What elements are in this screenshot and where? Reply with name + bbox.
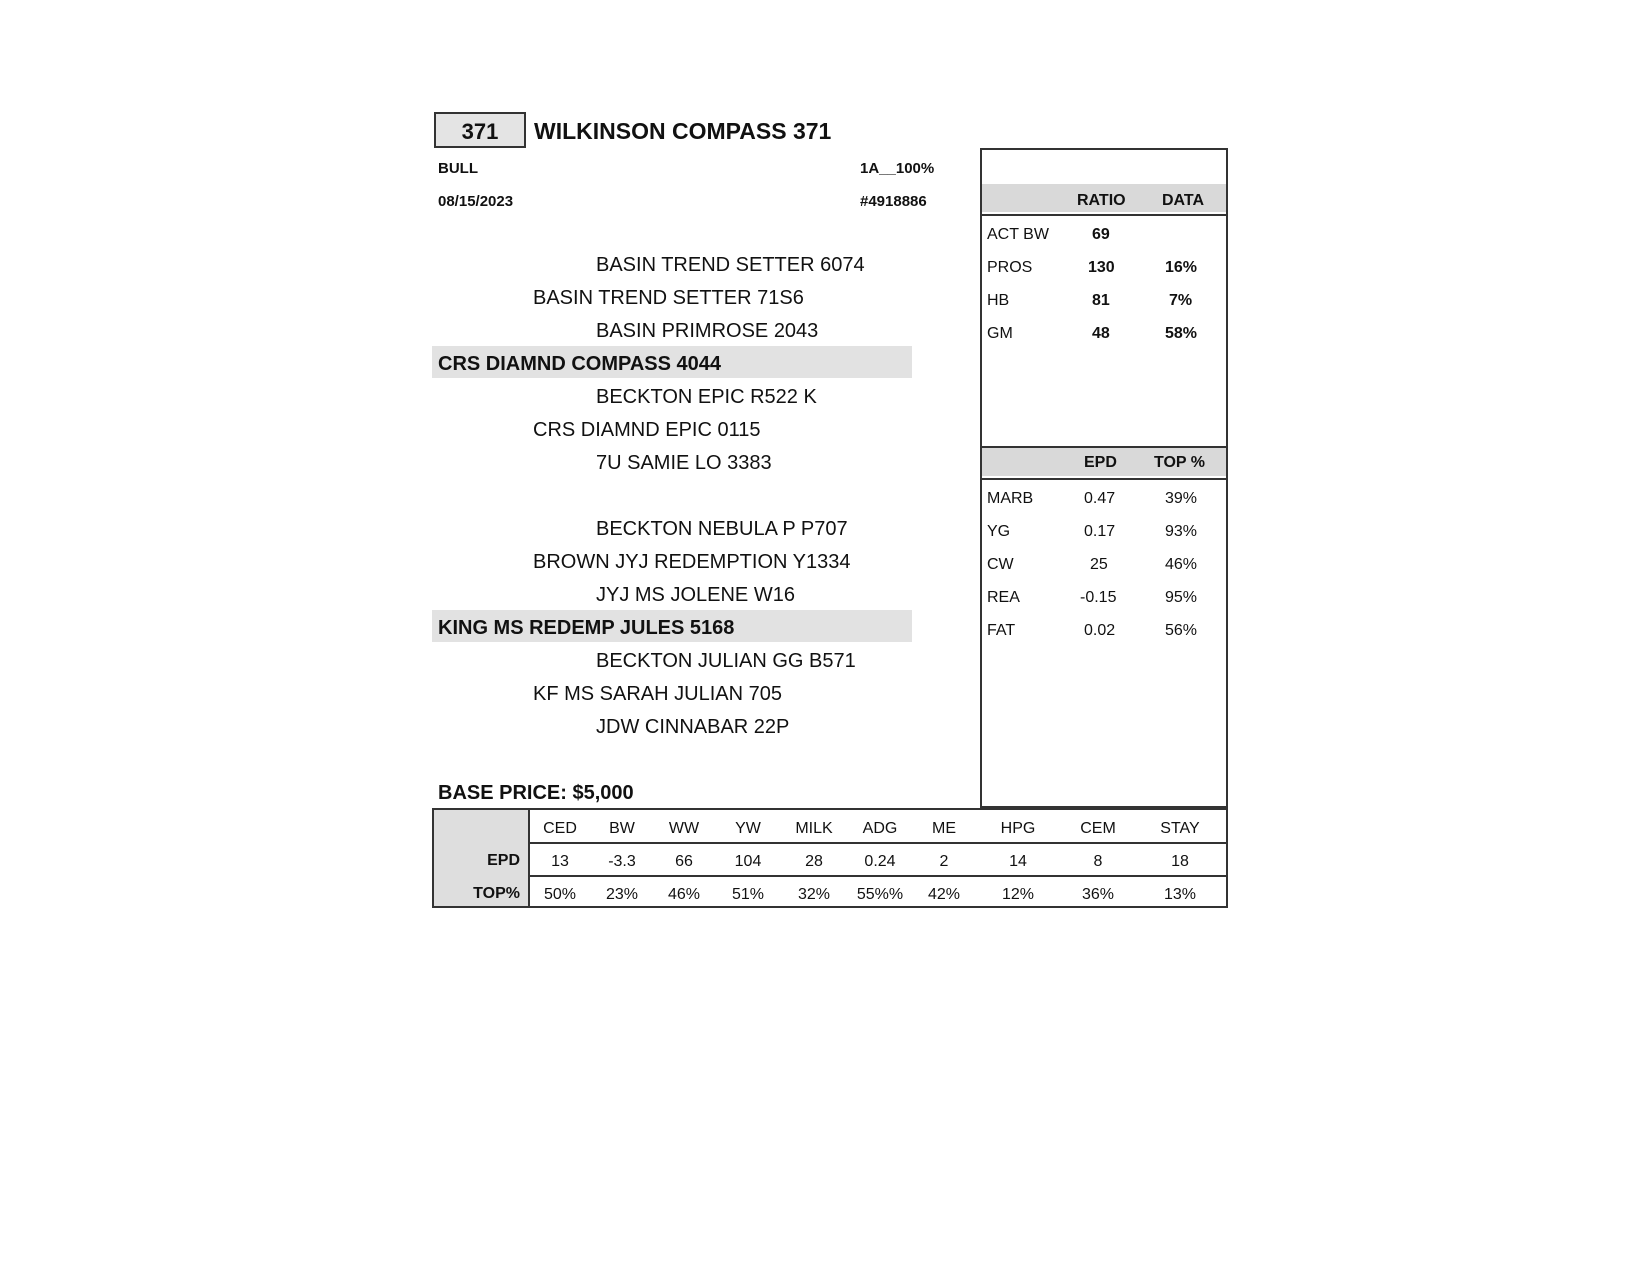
epd-stay: 18: [1171, 853, 1189, 870]
ratio-value: 81: [1092, 292, 1110, 309]
carcass-top: 46%: [1165, 556, 1198, 573]
pedigree-sdd: 7U SAMIE LO 3383: [596, 452, 772, 474]
top-cem: 36%: [1081, 886, 1115, 903]
epd-yw: 104: [734, 853, 762, 870]
divider: [528, 875, 1228, 877]
pedigree-ss: BASIN TREND SETTER 71S6: [533, 287, 804, 309]
col-header-hpg: HPG: [1000, 820, 1036, 837]
divider: [982, 478, 1226, 480]
col-header-milk: MILK: [795, 820, 833, 837]
top-adg: 55%%: [856, 886, 904, 903]
pedigree-ds: BROWN JYJ REDEMPTION Y1334: [533, 551, 851, 573]
col-header-adg: ADG: [862, 820, 898, 837]
base-price: BASE PRICE: $5,000: [438, 782, 634, 804]
ratio-data: 16%: [1165, 259, 1198, 276]
carcass-epd: -0.15: [1080, 589, 1117, 606]
pedigree-dsd: JYJ MS JOLENE W16: [596, 584, 795, 606]
epd-hpg: 14: [1009, 853, 1027, 870]
pedigree-dss: BECKTON NEBULA P P707: [596, 518, 848, 540]
carcass-label: MARB: [987, 490, 1034, 507]
epd-milk: 28: [805, 853, 823, 870]
top-yw: 51%: [731, 886, 765, 903]
top-milk: 32%: [797, 886, 831, 903]
top-ww: 46%: [667, 886, 701, 903]
grade-label: 1A__100%: [860, 160, 935, 177]
top-ced: 50%: [543, 886, 577, 903]
data-header: DATA: [1162, 192, 1205, 209]
epd-row-label: EPD: [487, 852, 520, 869]
top-percent-header: TOP %: [1154, 454, 1205, 471]
divider: [528, 842, 1228, 844]
epd-adg: 0.24: [864, 853, 896, 870]
col-header-stay: STAY: [1160, 820, 1200, 837]
ratio-data: 7%: [1169, 292, 1193, 309]
pedigree-sss: BASIN TREND SETTER 6074: [596, 254, 865, 276]
epd-header: EPD: [1084, 454, 1117, 471]
epd-bw: -3.3: [608, 853, 636, 870]
pedigree-sds: BECKTON EPIC R522 K: [596, 386, 817, 408]
ratio-value: 69: [1092, 226, 1110, 243]
ratio-value: 48: [1092, 325, 1110, 342]
top-hpg: 12%: [1001, 886, 1035, 903]
epd-me: 2: [939, 853, 949, 870]
top-bw: 23%: [605, 886, 639, 903]
carcass-epd: 0.47: [1084, 490, 1116, 507]
pedigree-sd: CRS DIAMND EPIC 0115: [533, 419, 761, 441]
carcass-epd: 0.17: [1084, 523, 1116, 540]
performance-panel: [980, 148, 1228, 808]
col-header-yw: YW: [735, 820, 761, 837]
carcass-top: 95%: [1165, 589, 1198, 606]
col-header-cem: CEM: [1080, 820, 1116, 837]
col-header-me: ME: [932, 820, 956, 837]
carcass-top: 39%: [1165, 490, 1198, 507]
sex-label: BULL: [438, 160, 478, 177]
birth-date: 08/15/2023: [438, 193, 514, 210]
ratio-label: HB: [987, 292, 1010, 309]
pedigree-sire: CRS DIAMND COMPASS 4044: [438, 353, 722, 375]
top-me: 42%: [927, 886, 961, 903]
carcass-label: CW: [987, 556, 1014, 573]
ratio-label: PROS: [987, 259, 1033, 276]
ratio-data: 58%: [1165, 325, 1198, 342]
carcass-top: 56%: [1165, 622, 1198, 639]
carcass-label: FAT: [987, 622, 1016, 639]
carcass-epd: 25: [1090, 556, 1108, 573]
col-header-ced: CED: [543, 820, 577, 837]
pedigree-ddd: JDW CINNABAR 22P: [596, 716, 790, 738]
pedigree-ssd: BASIN PRIMROSE 2043: [596, 320, 819, 342]
ratio-label: GM: [987, 325, 1013, 342]
epd-ww: 66: [675, 853, 693, 870]
col-header-bw: BW: [609, 820, 635, 837]
divider: [982, 214, 1226, 216]
carcass-label: REA: [987, 589, 1020, 606]
ratio-label: ACT BW: [987, 226, 1049, 243]
pedigree-dd: KF MS SARAH JULIAN 705: [533, 683, 782, 705]
col-header-ww: WW: [668, 820, 700, 837]
carcass-top: 93%: [1165, 523, 1198, 540]
epd-ced: 13: [551, 853, 569, 870]
top-row-label: TOP%: [473, 885, 520, 902]
carcass-label: YG: [987, 523, 1011, 540]
pedigree-dds: BECKTON JULIAN GG B571: [596, 650, 856, 672]
ratio-value: 130: [1088, 259, 1115, 276]
lot-number-box: 371: [434, 112, 526, 148]
ratio-header: RATIO: [1077, 192, 1126, 209]
epd-cem: 8: [1093, 853, 1103, 870]
registration-number: #4918886: [860, 193, 927, 210]
epd-table: [432, 808, 1228, 908]
carcass-epd: 0.02: [1084, 622, 1116, 639]
animal-name: WILKINSON COMPASS 371: [534, 118, 832, 144]
pedigree-dam: KING MS REDEMP JULES 5168: [438, 617, 735, 639]
top-stay: 13%: [1163, 886, 1197, 903]
